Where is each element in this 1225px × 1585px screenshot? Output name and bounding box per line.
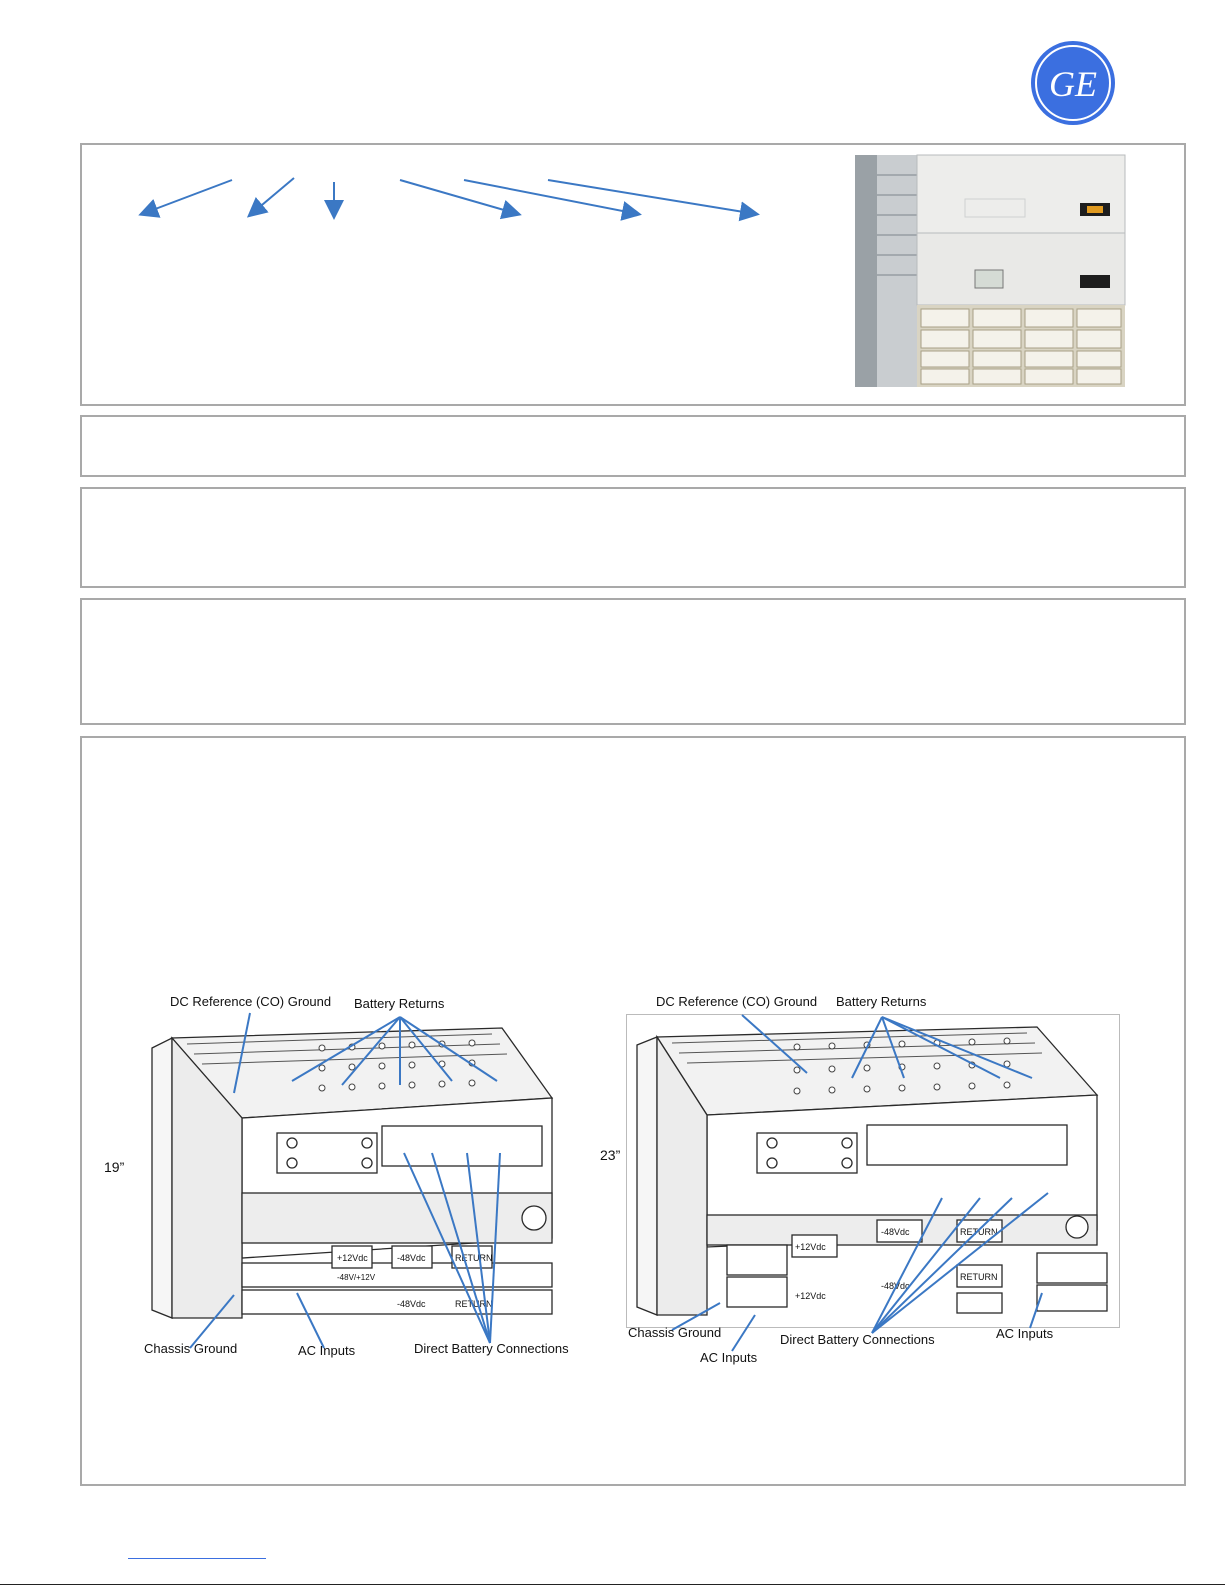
svg-text:+12Vdc: +12Vdc [337, 1253, 368, 1263]
callout-battery-returns: Battery Returns [354, 996, 445, 1011]
size-label-23: 23” [600, 1147, 621, 1163]
svg-text:RETURN: RETURN [960, 1227, 998, 1237]
svg-text:GE: GE [1049, 64, 1097, 104]
callout-direct-battery-r: Direct Battery Connections [780, 1332, 935, 1347]
svg-text:RETURN: RETURN [960, 1272, 998, 1282]
svg-text:RETURN: RETURN [455, 1253, 493, 1263]
callout-dc-ground: DC Reference (CO) Ground [170, 994, 332, 1009]
arrow-5 [464, 180, 638, 214]
power-system-photo [855, 155, 1125, 387]
svg-text:-48Vdc: -48Vdc [397, 1299, 426, 1309]
callout-dc-ground-r: DC Reference (CO) Ground [656, 994, 818, 1009]
callout-ac-inputs-left-r: AC Inputs [700, 1350, 758, 1365]
section-box-2 [80, 415, 1186, 477]
svg-text:-48Vdc: -48Vdc [881, 1281, 910, 1291]
callout-chassis-ground-r: Chassis Ground [628, 1325, 722, 1340]
arrow-1 [142, 180, 232, 214]
ge-logo [1030, 40, 1116, 126]
footer-link-line[interactable] [128, 1558, 266, 1559]
arrow-4 [400, 180, 518, 214]
size-label-19: 19” [104, 1159, 125, 1175]
arrow-2 [250, 178, 294, 215]
callout-ac-inputs: AC Inputs [298, 1343, 356, 1358]
section-box-3 [80, 487, 1186, 588]
callout-battery-returns-r: Battery Returns [836, 994, 927, 1009]
svg-text:+12Vdc: +12Vdc [795, 1242, 826, 1252]
section-box-4 [80, 598, 1186, 725]
callout-chassis-ground: Chassis Ground [144, 1341, 238, 1356]
svg-text:-48V/+12V: -48V/+12V [337, 1273, 376, 1282]
svg-text:-48Vdc: -48Vdc [397, 1253, 426, 1263]
svg-text:-48Vdc: -48Vdc [881, 1227, 910, 1237]
svg-text:+12Vdc: +12Vdc [795, 1291, 826, 1301]
callout-lines-left [122, 1003, 642, 1393]
svg-text:RETURN: RETURN [455, 1299, 493, 1309]
header-box [80, 143, 1186, 406]
arrow-6 [548, 180, 756, 214]
callout-ac-inputs-right-r: AC Inputs [996, 1326, 1054, 1341]
header-arrows [122, 170, 822, 250]
callout-direct-battery: Direct Battery Connections [414, 1341, 569, 1356]
diagram-box [80, 736, 1186, 1486]
